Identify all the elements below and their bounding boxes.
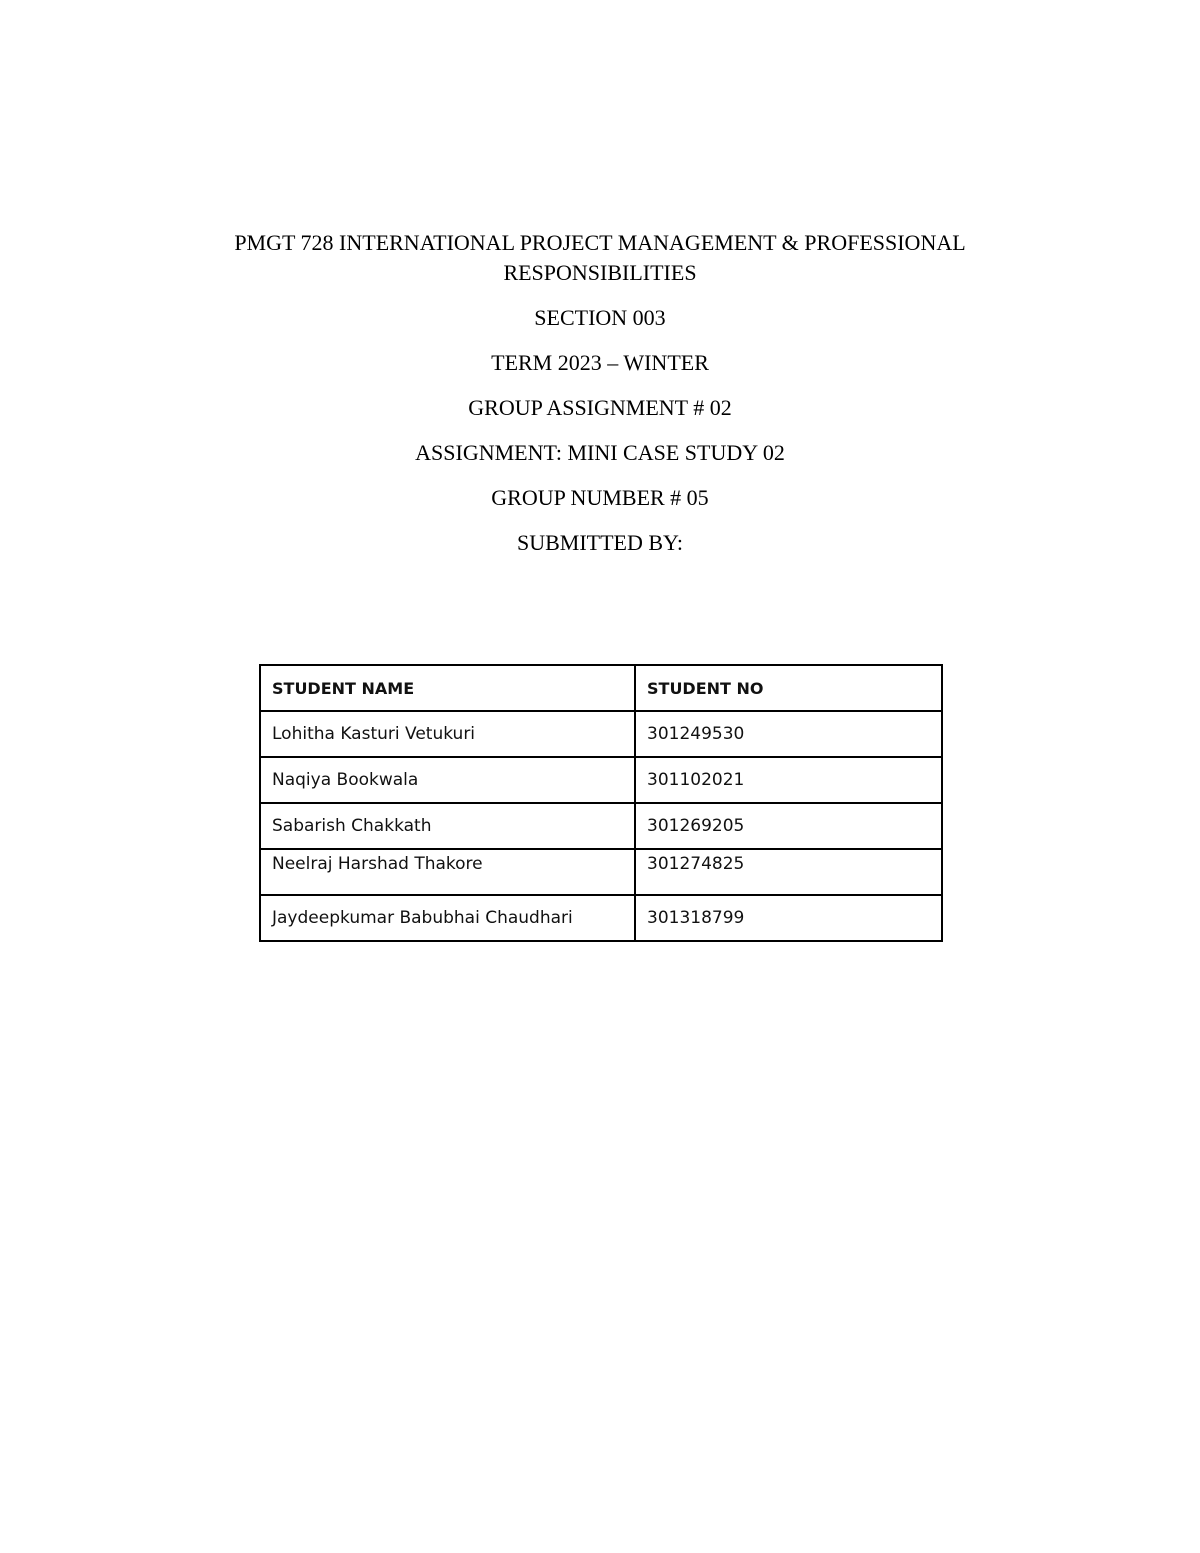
table-row <box>260 849 942 895</box>
term-line: TERM 2023 – WINTER <box>491 350 709 375</box>
student-name-cell: Sabarish Chakkath <box>260 803 635 849</box>
table-row <box>260 711 942 757</box>
section-line: SECTION 003 <box>534 305 666 330</box>
submitted-by-line: SUBMITTED BY: <box>516 530 684 555</box>
table-row <box>260 803 942 849</box>
cover-title-block <box>150 228 1050 558</box>
student-no-cell: 301102021 <box>635 757 942 803</box>
student-name-cell: Naqiya Bookwala <box>260 757 635 803</box>
student-no-cell: 301269205 <box>635 803 942 849</box>
header-student-name: STUDENT NAME <box>260 665 635 711</box>
assignment-line: ASSIGNMENT: MINI CASE STUDY 02 <box>415 440 785 465</box>
student-name-cell: Neelraj Harshad Thakore <box>260 849 635 895</box>
table-row <box>260 895 942 941</box>
students-table <box>259 664 943 942</box>
student-name-cell: Lohitha Kasturi Vetukuri <box>260 711 635 757</box>
header-student-no: STUDENT NO <box>635 665 942 711</box>
group-assignment-line: GROUP ASSIGNMENT # 02 <box>468 395 732 420</box>
student-no-cell: 301249530 <box>635 711 942 757</box>
student-no-cell: 301318799 <box>635 895 942 941</box>
student-name-cell: Jaydeepkumar Babubhai Chaudhari <box>260 895 635 941</box>
group-number-line: GROUP NUMBER # 05 <box>491 485 709 510</box>
course-title: PMGT 728 INTERNATIONAL PROJECT MANAGEMENT & PROFESSIONAL RESPONSIBILITIES <box>234 230 966 285</box>
table-header-row <box>260 665 942 711</box>
table-row <box>260 757 942 803</box>
student-no-cell: 301274825 <box>635 849 942 895</box>
